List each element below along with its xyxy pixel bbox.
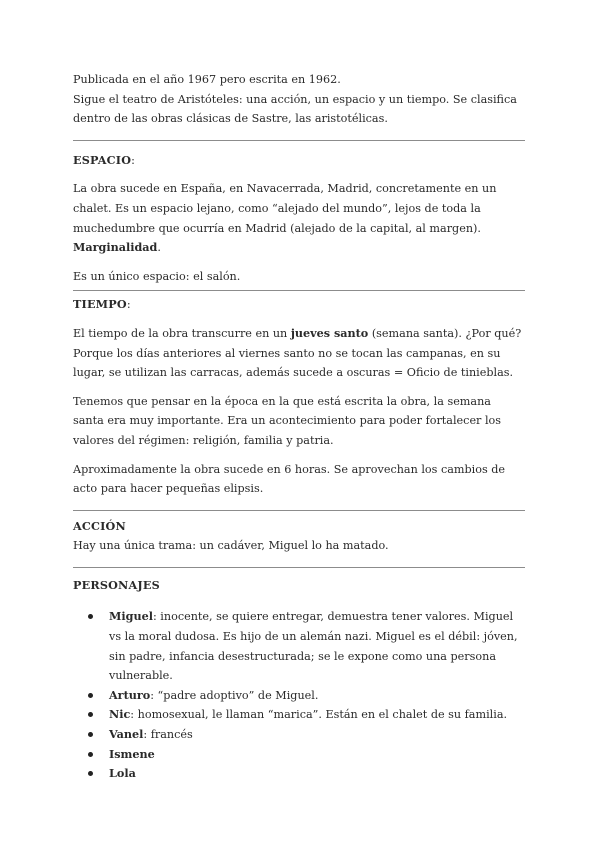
list-item: Arturo: “padre adoptivo” de Miguel. xyxy=(73,686,525,706)
tiempo-paragraph-2: Tenemos que pensar en la época en la que está escrita la obra, la semana santa era muy importante. Era un acontecimiento para poder fortalecer los valores del régimen: religión, familia y patria. xyxy=(73,394,502,447)
espacio-paragraph-1: La obra sucede en España, en Navacerrada, Madrid, concretamente en un chalet. Es un espacio lejano, como “alejado del mundo”, lejos de toda la muchedumbre que ocurría en Madrid (alejado de la capital, al margen). Marginalidad. xyxy=(73,182,497,255)
bullet-icon xyxy=(88,693,93,698)
tiempo-paragraph-1: El tiempo de la obra transcurre en un jueves santo (semana santa). ¿Por qué? Porque los días anteriores al viernes santo no se tocan las campanas, en su lugar, se utilizan las carracas, además sucede a oscuras = Oficio de tinieblas. xyxy=(73,325,522,380)
section-heading-personajes: PERSONAJES xyxy=(73,577,160,592)
bold-jueves-santo: jueves santo xyxy=(290,325,369,340)
bullet-icon xyxy=(88,712,93,717)
tiempo-paragraph-3: Aproximadamente la obra sucede en 6 horas. Se aprovechan los cambios de acto para hacer pequeñas elipsis. xyxy=(73,462,506,496)
section-heading-espacio: ESPACIO: xyxy=(73,152,136,167)
divider xyxy=(73,510,525,511)
list-item: Miguel: inocente, se quiere entregar, demuestra tener valores. Miguel vs la moral dudosa. Es hijo de un alemán nazi. Miguel es el débil: jóven, sin padre, infancia desestructurada; se le expone como una persona vulnerable. xyxy=(73,607,525,685)
divider xyxy=(73,567,525,568)
espacio-paragraph-2: Es un único espacio: el salón. xyxy=(73,269,241,283)
personajes-list xyxy=(73,607,525,783)
bullet-icon xyxy=(88,771,93,776)
list-item: Vanel: francés xyxy=(73,725,525,745)
divider xyxy=(73,140,525,141)
list-item: Nic: homosexual, le llaman “marica”. Están en el chalet de su familia. xyxy=(73,705,525,725)
accion-paragraph-1: Hay una única trama: un cadáver, Miguel lo ha matado. xyxy=(73,539,389,553)
bullet-icon xyxy=(88,732,93,737)
document-page xyxy=(73,70,525,784)
divider xyxy=(73,290,525,291)
section-heading-accion: ACCIÓN xyxy=(73,518,126,533)
bullet-icon xyxy=(88,752,93,757)
bold-marginalidad: Marginalidad xyxy=(73,240,158,255)
list-item: Ismene xyxy=(73,745,525,765)
list-item: Lola xyxy=(73,764,525,784)
intro-line-1: Publicada en el año 1967 pero escrita en 1962. xyxy=(73,73,341,86)
section-heading-tiempo: TIEMPO: xyxy=(73,297,131,312)
intro-line-2: Sigue el teatro de Aristóteles: una acción, un espacio y un tiempo. Se clasifica dentro de las obras clásicas de Sastre, las aristotélicas. xyxy=(73,92,517,126)
bullet-icon xyxy=(88,614,93,619)
